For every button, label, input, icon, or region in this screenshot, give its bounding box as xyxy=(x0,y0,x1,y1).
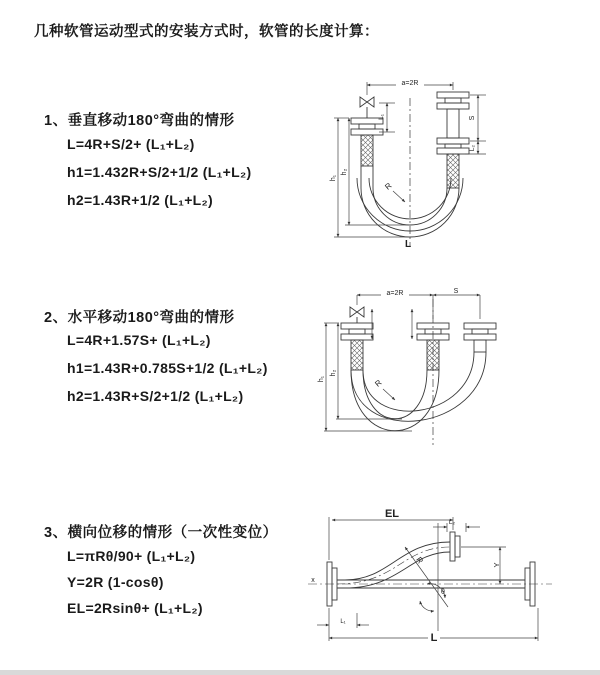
axis-mark-label: x xyxy=(311,577,315,584)
dim-label-l2: L₂ xyxy=(448,519,456,526)
section-1-heading: 1、垂直移动180°弯曲的情形 xyxy=(44,113,235,129)
section-2-formula-h1: h1=1.43R+0.785S+1/2 (L₁+L₂) xyxy=(67,360,268,376)
section-1-formula-h1: h1=1.432R+S/2+1/2 (L₁+L₂) xyxy=(67,164,252,180)
radius-label: R xyxy=(383,181,394,192)
diagram-vertical-180-bend xyxy=(318,70,530,262)
angle-label: θ xyxy=(441,589,445,596)
dim-label-h1: h₁ xyxy=(318,375,325,383)
dimension-lines xyxy=(317,517,538,641)
radius-label: R xyxy=(373,378,384,389)
construction-lines xyxy=(405,523,448,633)
right-hose-braid xyxy=(447,154,459,188)
diagram-lateral-displacement xyxy=(300,505,598,647)
section-2-heading: 2、水平移动180°弯曲的情形 xyxy=(44,310,235,326)
dim-label-a2r: a=2R xyxy=(401,80,419,87)
section-3-formula-L: L=πRθ/90+ (L₁+L₂) xyxy=(67,548,196,564)
dim-label-el: EL xyxy=(384,508,400,520)
dim-label-a2r: a=2R xyxy=(386,290,404,297)
dim-label-L: L xyxy=(430,632,438,644)
hose-s-curve xyxy=(337,542,450,588)
page-title: 几种软管运动型式的安装方式时，软管的长度计算： xyxy=(34,24,379,40)
section-3-formula-Y: Y=2R (1-cosθ) xyxy=(67,574,164,590)
pipe-flanges xyxy=(341,323,496,352)
right-pipe-flanges xyxy=(437,92,469,154)
dim-label-l1: L₁ xyxy=(378,114,385,120)
valve-icon xyxy=(360,97,374,118)
section-1-formula-L: L=4R+S/2+ (L₁+L₂) xyxy=(67,136,195,152)
left-hose-braid xyxy=(351,340,363,370)
dim-label-s: S xyxy=(469,115,476,121)
valve-icon xyxy=(350,307,364,323)
dim-label-h2: h₂ xyxy=(341,168,348,176)
dim-label-l2: L₂ xyxy=(469,144,476,152)
dim-label-s: S xyxy=(453,288,459,295)
right-upper-flange xyxy=(450,532,460,561)
dim-label-h2: h₂ xyxy=(330,369,337,377)
dim-label-y: Y xyxy=(492,562,501,568)
left-hose-braid xyxy=(361,135,373,166)
dim-label-l1: L₁ xyxy=(340,619,346,625)
section-2-formula-L: L=4R+1.57S+ (L₁+L₂) xyxy=(67,332,211,348)
dim-label-h1: h₁ xyxy=(330,174,337,182)
section-2-formula-h2: h2=1.43R+S/2+1/2 (L₁+L₂) xyxy=(67,388,244,404)
dim-label-L: L xyxy=(404,239,412,250)
diagram-horizontal-180-bend xyxy=(312,283,592,458)
section-3-formula-EL: EL=2Rsinθ+ (L₁+L₂) xyxy=(67,600,203,616)
radius-label: R xyxy=(414,555,425,566)
section-1-formula-h2: h2=1.43R+1/2 (L₁+L₂) xyxy=(67,192,214,208)
scan-edge-shadow xyxy=(0,670,600,675)
section-3-heading: 3、横向位移的情形（一次性变位） xyxy=(44,525,278,541)
